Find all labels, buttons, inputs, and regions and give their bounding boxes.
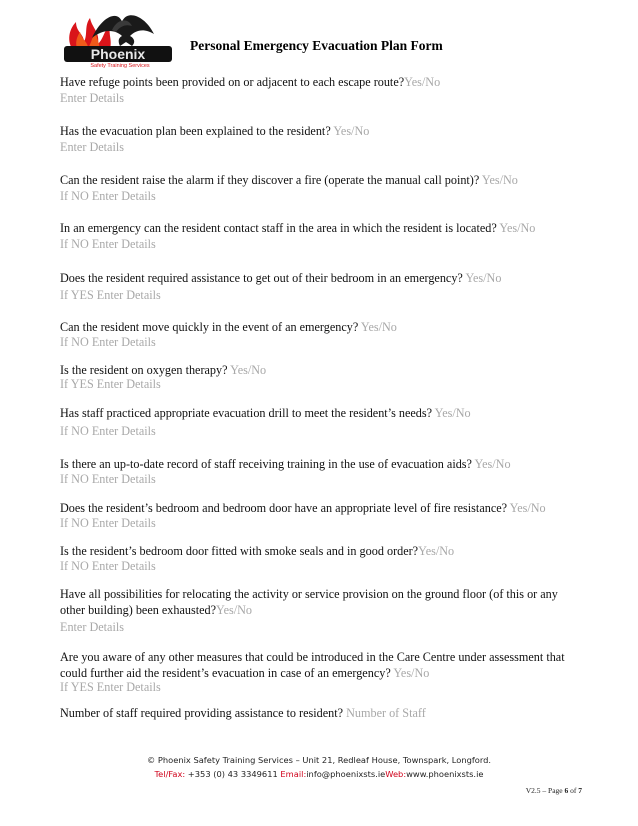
details-field[interactable]: If NO Enter Details (60, 424, 156, 438)
yes-no-field[interactable]: Yes/No (404, 75, 441, 89)
question-text: Has staff practiced appropriate evacuation drill to meet the resident’s needs? (60, 406, 435, 420)
question-text: Is there an up-to-date record of staff receiving training in the use of evacuation aids? (60, 457, 475, 471)
details-field[interactable]: If YES Enter Details (60, 288, 161, 302)
web-label: Web: (385, 769, 407, 779)
question-text: Is the resident’s bedroom door fitted with smoke seals and in good order? (60, 544, 419, 558)
page-of: of (568, 786, 579, 795)
question-11 (60, 544, 585, 560)
question-text: Are you aware of any other measures that could be introduced in the Care Centre under assessment that could further aid the resident’s evacuation in case of an emergency? (60, 650, 565, 680)
current-page: 6 (564, 786, 569, 795)
yes-no-field[interactable]: Yes/No (465, 271, 502, 285)
logo-wordmark: Phoenix (90, 46, 146, 62)
logo-subtext: Safety Training Services (90, 63, 150, 68)
question-text: Can the resident raise the alarm if they discover a fire (operate the manual call point)? (60, 173, 482, 187)
question-text: Have all possibilities for relocating the activity or service provision on the ground floor (of this or any other building) been exhausted? (60, 587, 558, 617)
question-9 (60, 457, 585, 473)
question-3 (60, 173, 585, 189)
details-field[interactable]: If YES Enter Details (60, 680, 161, 694)
details-field[interactable]: Enter Details (60, 620, 124, 634)
yes-no-field[interactable]: Yes/No (333, 124, 370, 138)
question-text: In an emergency can the resident contact staff in the area in which the resident is located? (60, 221, 500, 235)
details-field[interactable]: If NO Enter Details (60, 189, 156, 203)
question-6 (60, 320, 585, 336)
yes-no-field[interactable]: Yes/No (474, 457, 511, 471)
question-14 (60, 706, 585, 722)
question-10 (60, 501, 585, 517)
phoenix-logo (62, 8, 174, 68)
footer-address: © Phoenix Safety Training Services – Unit 21, Redleaf House, Townspark, Longford. (146, 755, 492, 765)
total-pages: 7 (578, 786, 582, 795)
details-field[interactable]: If NO Enter Details (60, 335, 156, 349)
details-field[interactable]: If NO Enter Details (60, 516, 156, 530)
details-field[interactable]: Enter Details (60, 91, 124, 105)
web-link[interactable]: www.phoenixsts.ie (406, 769, 484, 779)
details-field[interactable]: If YES Enter Details (60, 377, 161, 391)
details-field[interactable]: If NO Enter Details (60, 472, 156, 486)
question-13 (60, 650, 585, 681)
telfax-value: +353 (0) 43 3349611 (185, 769, 281, 779)
page-number (526, 786, 582, 795)
yes-no-field[interactable]: Yes/No (393, 665, 430, 680)
email-link[interactable]: info@phoenixsts.ie (306, 769, 386, 779)
question-text: Has the evacuation plan been explained to the resident? (60, 124, 334, 138)
details-field[interactable]: Enter Details (60, 140, 124, 154)
question-8 (60, 406, 585, 422)
question-text: Have refuge points been provided on or adjacent to each escape route? (60, 75, 405, 89)
question-text: Can the resident move quickly in the event of an emergency? (60, 320, 361, 334)
details-field[interactable]: If NO Enter Details (60, 237, 156, 251)
yes-no-field[interactable]: Yes/No (360, 320, 397, 334)
question-4 (60, 221, 585, 237)
staff-count-field[interactable]: Number of Staff (346, 706, 426, 720)
question-text: Is the resident on oxygen therapy? (60, 363, 231, 377)
question-text: Number of staff required providing assistance to resident? (60, 706, 347, 720)
details-field[interactable]: If NO Enter Details (60, 559, 156, 573)
question-1 (60, 75, 585, 91)
email-label: Email: (280, 769, 307, 779)
yes-no-field[interactable]: Yes/No (509, 501, 546, 515)
yes-no-field[interactable]: Yes/No (216, 602, 253, 617)
question-12 (60, 587, 585, 618)
question-text: Does the resident’s bedroom and bedroom door have an appropriate level of fire resistance? (60, 501, 510, 515)
yes-no-field[interactable]: Yes/No (481, 173, 518, 187)
version-prefix: V2.5 – Page (525, 786, 565, 795)
yes-no-field[interactable]: Yes/No (418, 544, 455, 558)
question-text: Does the resident required assistance to get out of their bedroom in an emergency? (60, 271, 466, 285)
yes-no-field[interactable]: Yes/No (434, 406, 471, 420)
yes-no-field[interactable]: Yes/No (499, 221, 536, 235)
page-title: Personal Emergency Evacuation Plan Form (190, 38, 443, 53)
question-5 (60, 271, 585, 287)
yes-no-field[interactable]: Yes/No (230, 363, 267, 377)
footer-contact (0, 769, 638, 779)
question-2 (60, 124, 585, 140)
telfax-label: Tel/Fax: (154, 769, 186, 779)
